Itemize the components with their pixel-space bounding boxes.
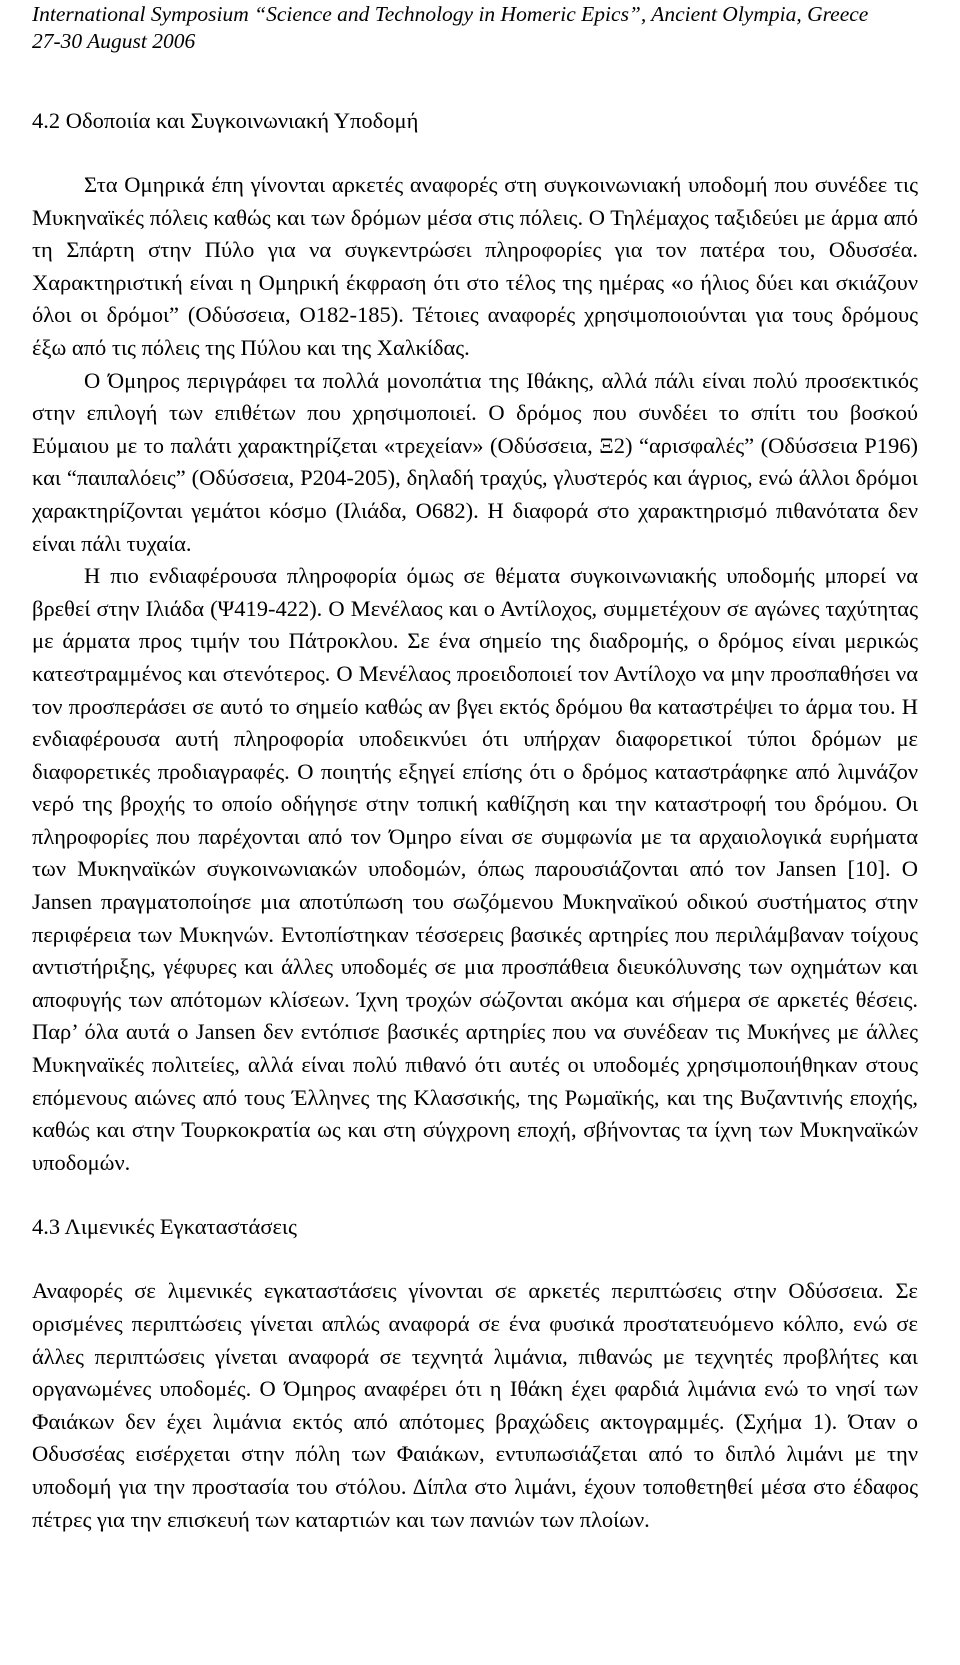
paragraph: Αναφορές σε λιμενικές εγκαταστάσεις γίνονται σε αρκετές περιπτώσεις στην Οδύσσεια. Σε ορισμένες περιπτώσεις γίνεται απλώς αναφορά σε ένα φυσικά προστατευόμενο κόλπο, ενώ σε άλλες περιπτώσεις γίνεται αναφορά σε τεχνητά λιμάνια, πιθανώς με τεχνητές προβλήτες και οργανωμένες υποδομές. Ο Όμηρος αναφέρει ότι η Ιθάκη έχει φαρδιά λιμάνια ενώ το νησί των Φαιάκων δεν έχει λιμάνια εκτός από απότομες βραχώδεις ακτογραμμές. (Σχήμα 1). Όταν ο Οδυσσέας εισέρχεται στην πόλη των Φαιάκων, εντυπωσιάζεται από το διπλό λιμάνι με την υποδομή για την προστασία του στόλου. Δίπλα στο λιμάνι, έχουν τοποθετηθεί μέσα στο έδαφος πέτρες για την επισκευή των καταρτιών και των πανιών των πλοίων. [32,1278,918,1532]
running-header [32,0,918,55]
header-symposium-line: International Symposium “Science and Technology in Homeric Epics”, Ancient Olympia, Greece [32,2,869,26]
paragraph: Στα Ομηρικά έπη γίνονται αρκετές αναφορές στη συγκοινωνιακή υποδομή που συνέδεε τις Μυκηναϊκές πόλεις καθώς και των δρόμων μέσα στις πόλεις. Ο Τηλέμαχος ταξιδεύει με άρμα από τη Σπάρτη στην Πύλο για να συγκεντρώσει πληροφορίες για τον πατέρα του, Οδυσσέα. Χαρακτηριστική είναι η Ομηρική έκφραση ότι στο τέλος της ημέρας «ο ήλιος δύει και σκιάζουν όλοι οι δρόμοι” (Οδύσσεια, Ο182-185). Τέτοιες αναφορές χρησιμοποιούνται για τους δρόμους έξω από τις πόλεις της Πύλου και της Χαλκίδας. [32,172,918,360]
section-title-4-3: 4.3 Λιμενικές Εγκαταστάσεις [32,1214,297,1240]
paragraph: Η πιο ενδιαφέρουσα πληροφορία όμως σε θέματα συγκοινωνιακής υποδομής μπορεί να βρεθεί στην Ιλιάδα (Ψ419-422). Ο Μενέλαος και ο Αντίλοχος, συμμετέχουν σε αγώνες ταχύτητας με άρματα προς τιμήν του Πάτροκλου. Σε ένα σημείο της διαδρομής, ο δρόμος είναι μερικώς κατεστραμμένος και στενότερος. Ο Μενέλαος προειδοποιεί τον Αντίλοχο να μην προσπαθήσει να τον προσπεράσει σε αυτό το σημείο καθώς αν βγει εκτός δρόμου θα καταστρέψει το άρμα του. Η ενδιαφέρουσα αυτή πληροφορία υποδεικνύει ότι υπήρχαν διαφορετικοί τύποι δρόμων με διαφορετικές προδιαγραφές. Ο ποιητής εξηγεί επίσης ότι ο δρόμος καταστράφηκε από λιμνάζον νερό της βροχής το οποίο οδήγησε στην τοπική καθίζηση και την καταστροφή του δρόμου. Οι πληροφορίες που παρέχονται από τον Όμηρο είναι σε συμφωνία με τα αρχαιολογικά ευρήματα των Μυκηναϊκών συγκοινωνιακών υποδομών, όπως παρουσιάζονται από τον Jansen [10]. Ο Jansen πραγματοποίησε μια αποτύπωση του σωζόμενου Μυκηναϊκού οδικού συστήματος στην περιφέρεια των Μυκηνών. Εντοπίστηκαν τέσσερεις βασικές αρτηρίες που περιλάμβαναν τοίχους αντιστήριξης, γέφυρες και άλλες υποδομές σε μια προσπάθεια διευκόλυνσης των οχημάτων και αποφυγής των απότομων κλίσεων. Ίχνη τροχών σώζονται ακόμα και σήμερα σε αρκετές θέσεις. Παρ’ όλα αυτά ο Jansen δεν εντόπισε βασικές αρτηρίες που να συνέδεαν τις Μυκήνες με άλλες Μυκηναϊκές πολιτείες, αλλά είναι πολύ πιθανό ότι αυτές οι υποδομές χρησιμοποιήθηκαν στους επόμενους αιώνες από τους Έλληνες της Κλασσικής, της Ρωμαϊκής, και της Βυζαντινής εποχής, καθώς και στην Τουρκοκρατία ως και στη σύγχρονη εποχή, σβήνοντας τα ίχνη των Μυκηναϊκών υποδομών. [32,563,918,1175]
paragraph: Ο Όμηρος περιγράφει τα πολλά μονοπάτια της Ιθάκης, αλλά πάλι είναι πολύ προσεκτικός στην επιλογή των επιθέτων που χρησιμοποιεί. Ο δρόμος που συνδέει το σπίτι του βοσκού Εύμαιου με το παλάτι χαρακτηρίζεται «τρεχείαν» (Οδύσσεια, Ξ2) “αρισφαλές” (Οδύσσεια Ρ196) και “παιπαλόεις” (Οδύσσεια, Ρ204-205), δηλαδή τραχύς, γλυστερός και άγριος, ενώ άλλοι δρόμοι χαρακτηρίζονται γεμάτοι κόσμο (Ιλιάδα, Ο682). Η διαφορά στο χαρακτηρισμό πιθανότατα δεν είναι πάλι τυχαία. [32,367,918,556]
document-page [32,0,918,1536]
header-date-line: 27-30 August 2006 [32,29,196,53]
section-title-4-2: 4.2 Οδοποιία και Συγκοινωνιακή Υποδομή [32,108,419,133]
